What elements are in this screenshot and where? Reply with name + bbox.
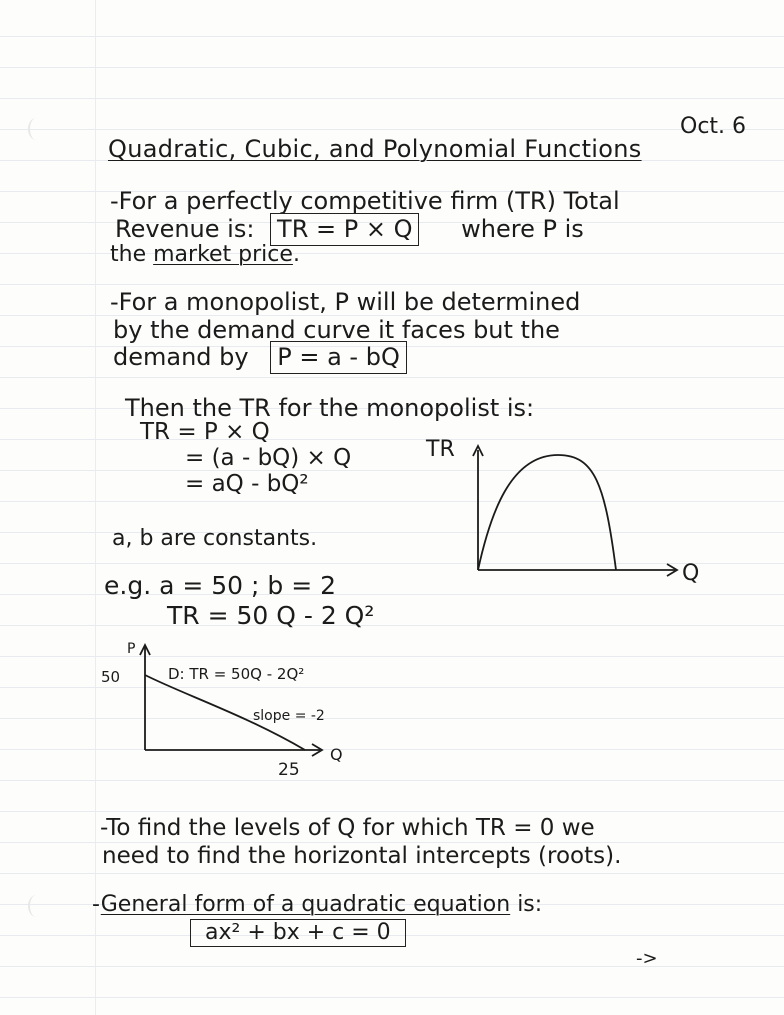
demand-graph-y-intercept: 50: [101, 668, 121, 686]
para1-line2-lead: Revenue is:: [115, 215, 255, 243]
para1-line3: [110, 244, 300, 266]
date: Oct. 6: [680, 114, 747, 139]
demand-graph: [95, 635, 365, 789]
demand-curve-label: D: TR = 50Q - 2Q²: [168, 665, 305, 683]
tr-graph: [420, 430, 710, 604]
tr-graph-x-label: Q: [682, 561, 700, 586]
para5-line1-tail: is:: [517, 892, 543, 917]
para5-line1: [92, 894, 542, 916]
para3-line1: Then the TR for the monopolist is:: [125, 394, 535, 422]
para5-line1-lead: -: [92, 892, 101, 917]
example-line2: TR = 50 Q - 2 Q²: [167, 601, 375, 630]
para1-line3-lead: the: [110, 242, 147, 267]
para1-line2: [115, 217, 584, 241]
para4-line1: -To find the levels of Q for which TR = 0 we: [100, 815, 595, 841]
constants-note: a, b are constants.: [112, 526, 318, 551]
slope-label: slope = -2: [253, 708, 325, 724]
tr-graph-y-label: TR: [426, 437, 455, 462]
continue-arrow: ->: [636, 948, 658, 969]
tr-formula-box: TR = P × Q: [270, 213, 419, 246]
margin-line: [95, 0, 96, 1015]
para2-line2: by the demand curve it faces but the: [113, 316, 560, 344]
para4-line2: need to find the horizontal intercepts (roots).: [102, 843, 622, 869]
punch-hole: [28, 118, 44, 140]
tr-eq-2: = (a - bQ) × Q: [185, 445, 352, 471]
para1-line2-tail: where P is: [461, 215, 584, 243]
punch-hole: [28, 895, 44, 917]
page-title: Quadratic, Cubic, and Polynomial Functions: [108, 135, 642, 163]
para2-line3: [113, 345, 407, 369]
demand-graph-y-label: P: [127, 641, 136, 657]
tr-parabola: [478, 455, 616, 570]
demand-graph-x-label: Q: [330, 745, 343, 764]
market-price-text: market price: [153, 242, 293, 267]
tr-eq-1: TR = P × Q: [140, 419, 270, 445]
general-form-text: General form of a quadratic equation: [100, 892, 511, 917]
para2-line1: -For a monopolist, P will be determined: [110, 288, 581, 316]
example-line1: e.g. a = 50 ; b = 2: [104, 571, 336, 600]
demand-formula-box: P = a - bQ: [270, 341, 407, 374]
quadratic-equation-box: ax² + bx + c = 0: [190, 919, 406, 947]
tr-eq-3: = aQ - bQ²: [185, 471, 309, 497]
para1-line3-tail: .: [292, 242, 300, 267]
demand-graph-x-intercept: 25: [278, 760, 300, 780]
para1-line1: -For a perfectly competitive firm (TR) Total: [110, 187, 620, 215]
para2-line3-lead: demand by: [113, 343, 249, 371]
